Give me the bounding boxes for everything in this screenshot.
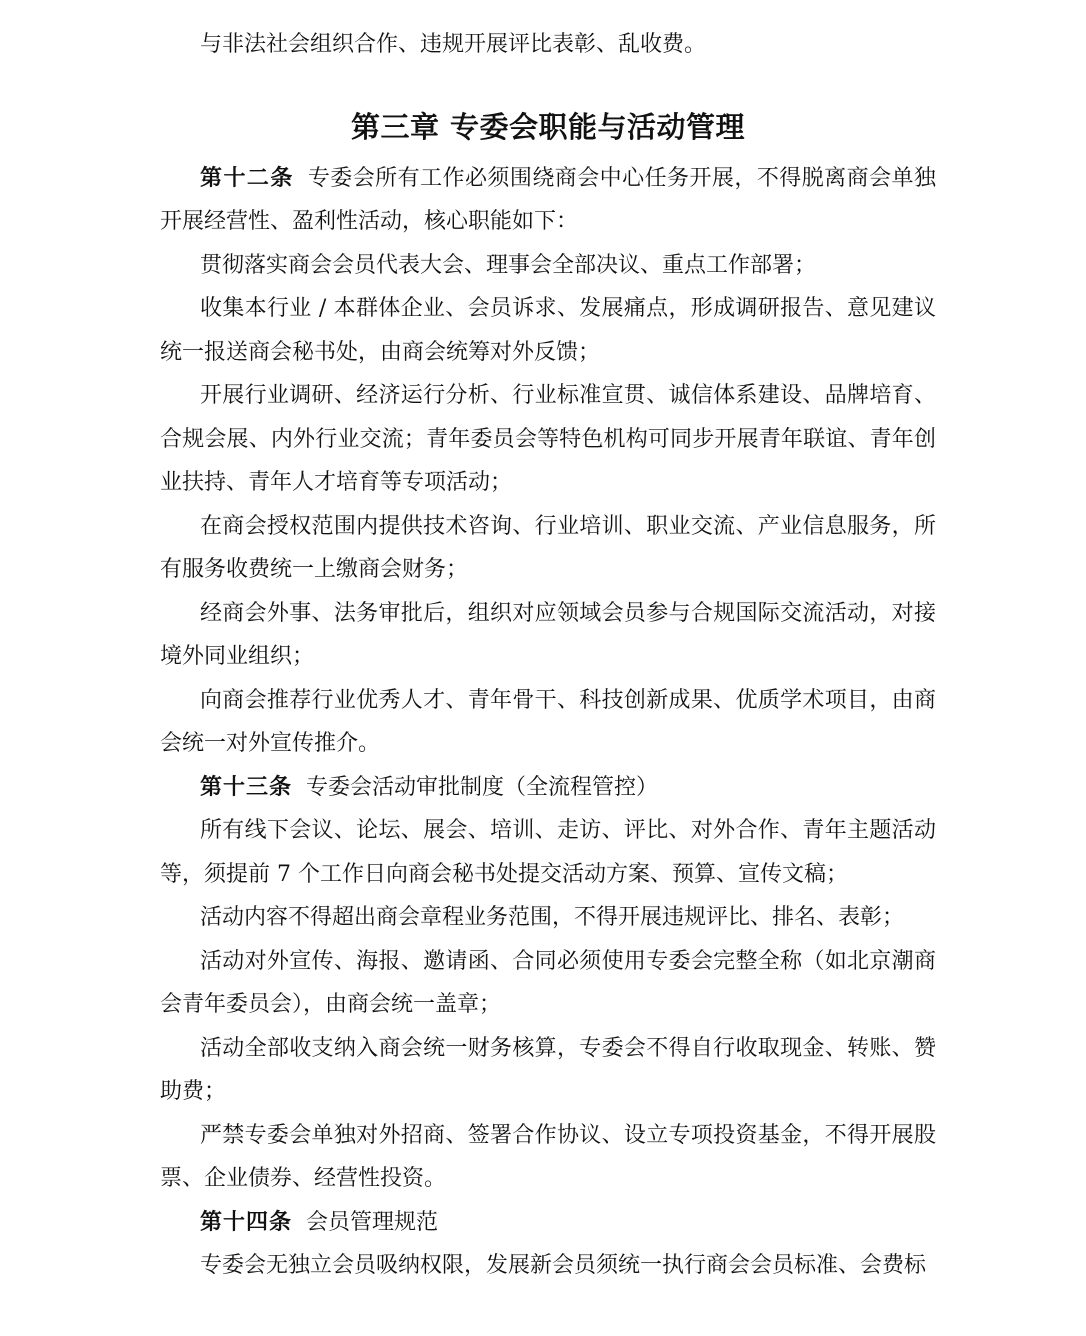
article-12-intro — [160, 157, 936, 244]
document-page — [160, 0, 936, 1288]
chapter-title: 第三章 专委会职能与活动管理 — [350, 109, 746, 144]
article-12-item: 贯彻落实商会会员代表大会、理事会全部决议、重点工作部署； — [200, 252, 817, 278]
article-12-item: 经商会外事、法务审批后，组织对应领域会员参与合规国际交流活动，对接境外同业组织； — [160, 600, 936, 669]
article-12-item: 收集本行业 / 本群体企业、会员诉求、发展痛点，形成调研报告、意见建议统一报送商会秘书处，由商会统筹对外反馈； — [160, 296, 936, 365]
article-12-label: 第十二条 — [200, 165, 294, 191]
article-13-label: 第十三条 — [200, 774, 293, 800]
article-13-item: 活动对外宣传、海报、邀请函、合同必须使用专委会完整全称（如北京潮商会青年委员会），由商会统一盖章； — [160, 948, 936, 1017]
article-12-item: 开展行业调研、经济运行分析、行业标准宣贯、诚信体系建设、品牌培育、合规会展、内外行业交流；青年委员会等特色机构可同步开展青年联谊、青年创业扶持、青年人才培育等专项活动； — [160, 383, 936, 495]
continuation-paragraph: 与非法社会组织合作、违规开展评比表彰、乱收费。 — [200, 32, 707, 57]
article-12-item: 向商会推荐行业优秀人才、青年骨干、科技创新成果、优质学术项目，由商会统一对外宣传推介。 — [160, 687, 936, 756]
article-12-item: 在商会授权范围内提供技术咨询、行业培训、职业交流、产业信息服务，所有服务收费统一上缴商会财务； — [160, 513, 936, 582]
article-14-item: 专委会无独立会员吸纳权限，发展新会员须统一执行商会会员标准、会费标 — [200, 1253, 927, 1278]
article-13-item: 所有线下会议、论坛、展会、培训、走访、评比、对外合作、青年主题活动等，须提前 7 个工作日向商会秘书处提交活动方案、预算、宣传文稿； — [160, 818, 936, 887]
article-12-intro-text: 专委会所有工作必须围绕商会中心任务开展，不得脱离商会单独开展经营性、盈利性活动，核心职能如下： — [160, 165, 936, 234]
article-13-intro — [160, 766, 936, 810]
article-14-label: 第十四条 — [200, 1209, 293, 1235]
article-14-intro-text: 会员管理规范 — [306, 1209, 439, 1235]
article-13-item: 活动全部收支纳入商会统一财务核算，专委会不得自行收取现金、转账、赞助费； — [160, 1035, 936, 1104]
article-14-intro — [160, 1201, 936, 1245]
article-13-item: 活动内容不得超出商会章程业务范围，不得开展违规评比、排名、表彰； — [200, 905, 905, 930]
article-13-intro-text: 专委会活动审批制度（全流程管控） — [306, 774, 659, 800]
article-13-item: 严禁专委会单独对外招商、签署合作协议、设立专项投资基金，不得开展股票、企业债券、经营性投资。 — [160, 1122, 936, 1191]
